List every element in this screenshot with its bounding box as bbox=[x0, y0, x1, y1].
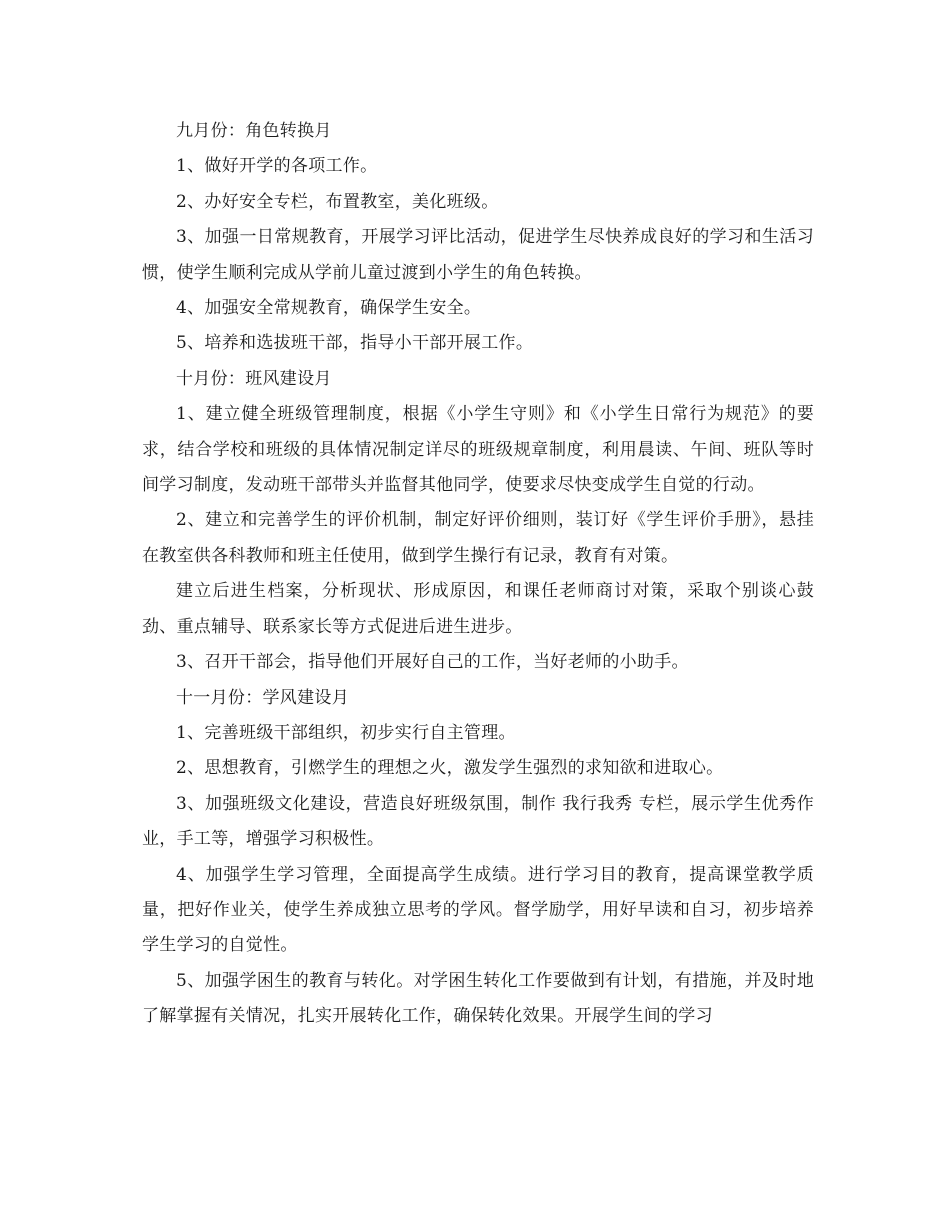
document-body bbox=[142, 114, 814, 1035]
paragraph: 5、培养和选拔班干部，指导小干部开展工作。 bbox=[176, 333, 534, 354]
paragraph: 1、完善班级干部组织，初步实行自主管理。 bbox=[176, 722, 516, 743]
paragraph: 1、建立健全班级管理制度，根据《小学生守则》和《小学生日常行为规范》的要求，结合学校和班级的具体情况制定详尽的班级规章制度，利用晨读、午间、班队等时间学习制度，发动班干部带头并监督其他同学，使要求尽快变成学生自觉的行动。 bbox=[142, 404, 814, 496]
paragraph: 4、加强安全常规教育，确保学生安全。 bbox=[176, 298, 482, 319]
paragraph: 3、加强班级文化建设，营造良好班级氛围，制作 我行我秀 专栏，展示学生优秀作业，手工等，增强学习积极性。 bbox=[142, 793, 814, 850]
paragraph: 2、思想教育，引燃学生的理想之火，激发学生强烈的求知欲和进取心。 bbox=[176, 758, 724, 779]
paragraph: 3、召开干部会，指导他们开展好自己的工作，当好老师的小助手。 bbox=[176, 652, 689, 673]
paragraph: 建立后进生档案，分析现状、形成原因，和课任老师商讨对策，采取个别谈心鼓劲、重点辅导、联系家长等方式促进后进生进步。 bbox=[142, 581, 814, 637]
section-heading-november: 十一月份：学风建设月 bbox=[176, 687, 349, 708]
paragraph: 5、加强学困生的教育与转化。对学困生转化工作要做到有计划，有措施，并及时地了解掌握有关情况，扎实开展转化工作，确保转化效果。开展学生间的学习 bbox=[142, 970, 814, 1027]
paragraph: 2、办好安全专栏，布置教室，美化班级。 bbox=[176, 191, 499, 212]
paragraph: 3、加强一日常规教育，开展学习评比活动，促进学生尽快养成良好的学习和生活习惯，使学生顺利完成从学前儿童过渡到小学生的角色转换。 bbox=[142, 227, 814, 283]
paragraph: 1、做好开学的各项工作。 bbox=[176, 156, 378, 177]
paragraph: 4、加强学生学习管理，全面提高学生成绩。进行学习目的教育，提高课堂教学质量，把好作业关，使学生养成独立思考的学风。督学励学，用好早读和自习，初步培养学生学习的自觉性。 bbox=[142, 864, 814, 956]
section-heading-october: 十月份：班风建设月 bbox=[176, 368, 332, 389]
section-heading-september: 九月份：角色转换月 bbox=[176, 121, 332, 141]
paragraph: 2、建立和完善学生的评价机制，制定好评价细则，装订好《学生评价手册》，悬挂在教室供各科教师和班主任使用，做到学生操行有记录，教育有对策。 bbox=[142, 510, 814, 566]
